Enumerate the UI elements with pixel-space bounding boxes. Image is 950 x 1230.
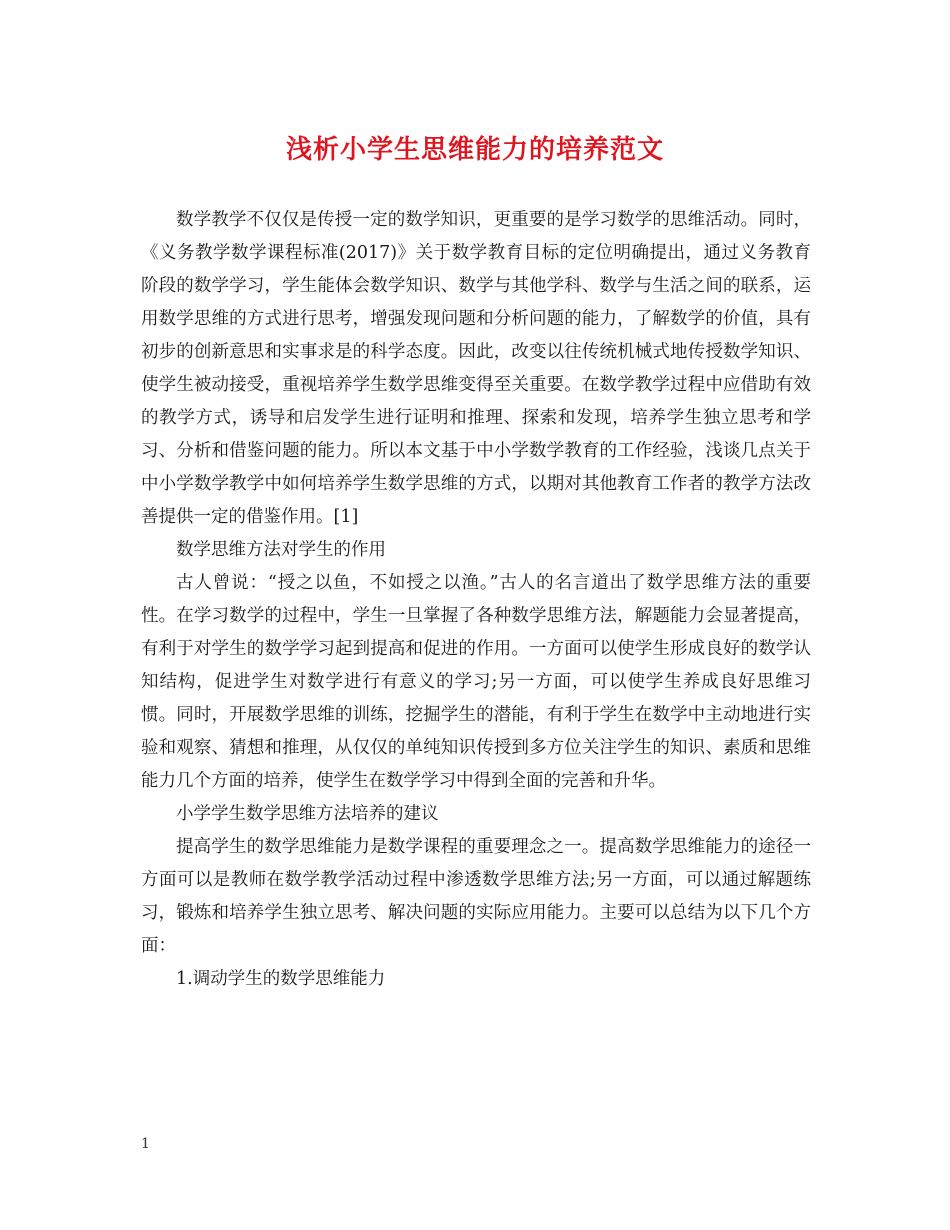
document-title: 浅析小学生思维能力的培养范文 [285,135,664,165]
paragraph-suggestions: 提高学生的数学思维能力是数学课程的重要理念之一。提高数学思维能力的途径一方面可以是教师在数学教学活动过程中渗透数学思维方法;另一方面，可以通过解题练习，锻炼和培养学生独立思考、解决问题的实际应用能力。主要可以总结为以下几个方面： [141,837,811,956]
paragraph-role-of-thinking: 古人曾说：“授之以鱼，不如授之以渔。”古人的名言道出了数学思维方法的重要性。在学习数学的过程中，学生一旦掌握了各种数学思维方法，解题能力会显著提高，有利于对学生的数学学习起到提高和促进的作用。一方面可以使学生形成良好的数学认知结构，促进学生对数学进行有意义的学习;另一方面，可以使学生养成良好思维习惯。同时，开展数学思维的训练，挖掘学生的潜能，有利于学生在数学中主动地进行实验和观察、猜想和推理，从仅仅的单纯知识传授到多方位关注学生的知识、素质和思维能力几个方面的培养，使学生在数学学习中得到全面的完善和升华。 [141,573,811,791]
section-heading-role-of-thinking: 数学思维方法对学生的作用 [176,540,386,560]
subsection-heading-1: 1.调动学生的数学思维能力 [176,969,386,989]
paragraph-intro: 数学教学不仅仅是传授一定的数学知识，更重要的是学习数学的思维活动。同时，《义务教学数学课程标准(2017)》关于数学教育目标的定位明确提出，通过义务教育阶段的数学学习，学生能体会数学知识、数学与其他学科、数学与生活之间的联系，运用数学思维的方式进行思考，增强发现问题和分析问题的能力，了解数学的价值，具有初步的创新意思和实事求是的科学态度。因此，改变以往传统机械式地传授数学知识、使学生被动接受，重视培养学生数学思维变得至关重要。在数学教学过程中应借助有效的教学方式，诱导和启发学生进行证明和推理、探索和发现，培养学生独立思考和学习、分析和借鉴问题的能力。所以本文基于中小学数学教育的工作经验，浅谈几点关于中小学数学教学中如何培养学生数学思维的方式，以期对其他教育工作者的教学方法改善提供一定的借鉴作用。[1] [141,210,811,527]
section-heading-suggestions: 小学学生数学思维方法培养的建议 [176,804,439,824]
page-number: 1 [141,1136,150,1152]
document-body [141,204,811,996]
